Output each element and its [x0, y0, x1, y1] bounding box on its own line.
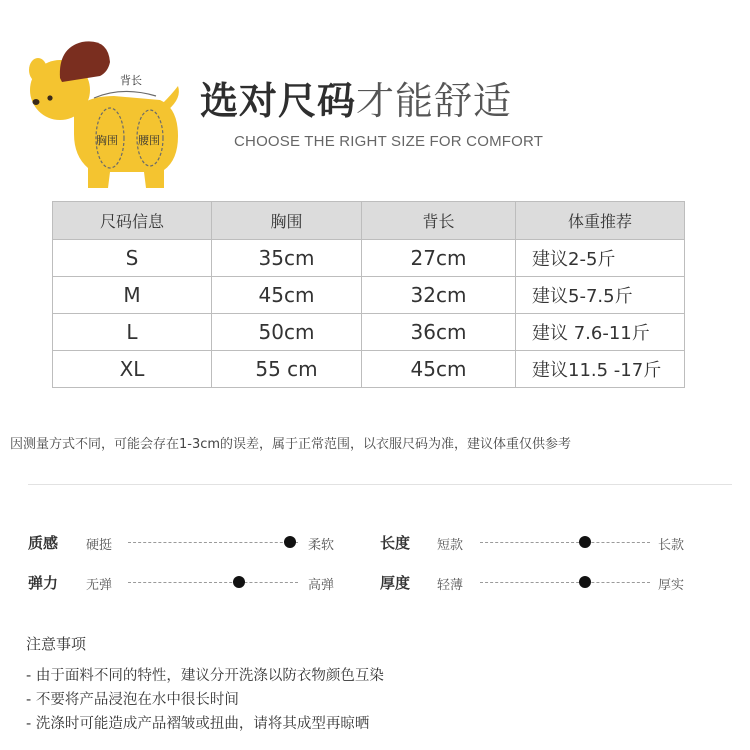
- attribute-track: [480, 542, 650, 543]
- attribute-thickness: [380, 572, 710, 592]
- cell-size: L: [53, 314, 212, 351]
- table-row: [53, 314, 685, 351]
- cell-size: S: [53, 240, 212, 277]
- attribute-level-dot: [579, 536, 591, 548]
- cell-chest: 50cm: [212, 314, 362, 351]
- attribute-track: [128, 582, 298, 583]
- attribute-name: 长度: [380, 534, 411, 552]
- attribute-elasticity: [28, 572, 350, 592]
- page-subtitle: CHOOSE THE RIGHT SIZE FOR COMFORT: [234, 133, 544, 150]
- attribute-low-label: 轻薄: [437, 578, 464, 593]
- back-length-label: 背长: [120, 74, 142, 87]
- attribute-high-label: 柔软: [308, 538, 335, 553]
- dog-icon: [29, 41, 179, 188]
- header-weight: 体重推荐: [516, 202, 685, 240]
- cell-weight: 建议 7.6-11斤: [516, 314, 685, 351]
- attribute-track: [480, 582, 650, 583]
- table-row: [53, 351, 685, 388]
- waist-label: 腰围: [138, 134, 160, 147]
- cell-size: XL: [53, 351, 212, 388]
- cell-back: 36cm: [362, 314, 516, 351]
- care-title: 注意事项: [26, 635, 87, 653]
- header-chest: 胸围: [212, 202, 362, 240]
- divider: [28, 484, 732, 485]
- cell-weight: 建议11.5 -17斤: [516, 351, 685, 388]
- table-row: [53, 240, 685, 277]
- header-size: 尺码信息: [53, 202, 212, 240]
- attribute-low-label: 无弹: [86, 578, 113, 593]
- attribute-name: 弹力: [28, 574, 59, 592]
- cell-weight: 建议2-5斤: [516, 240, 685, 277]
- care-item: - 由于面料不同的特性，建议分开洗涤以防衣物颜色互染: [26, 668, 384, 684]
- chest-label: 胸围: [96, 134, 118, 147]
- attribute-name: 厚度: [380, 574, 411, 592]
- table-header-row: [53, 202, 685, 240]
- attribute-level-dot: [284, 536, 296, 548]
- attribute-high-label: 长款: [658, 538, 685, 553]
- cell-chest: 45cm: [212, 277, 362, 314]
- title-light: 才能舒适: [356, 79, 513, 123]
- table-row: [53, 277, 685, 314]
- title-bold: 选对尺码: [200, 79, 357, 123]
- cell-chest: 55 cm: [212, 351, 362, 388]
- attribute-level-dot: [233, 576, 245, 588]
- attribute-high-label: 厚实: [658, 578, 685, 593]
- measurement-note: 因测量方式不同，可能会存在1-3cm的误差，属于正常范围，以衣服尺码为准，建议体重仅供参考: [10, 437, 572, 452]
- cell-back: 45cm: [362, 351, 516, 388]
- dog-measurement-illustration: [22, 38, 192, 198]
- size-chart-table: [52, 201, 685, 388]
- cell-weight: 建议5-7.5斤: [516, 277, 685, 314]
- attribute-name: 质感: [28, 534, 59, 552]
- care-item: - 不要将产品浸泡在水中很长时间: [26, 692, 239, 708]
- care-item: - 洗涤时可能造成产品褶皱或扭曲，请将其成型再晾晒: [26, 716, 370, 732]
- attribute-low-label: 短款: [437, 538, 464, 553]
- attribute-low-label: 硬挺: [86, 538, 113, 553]
- page-title: [200, 70, 512, 125]
- cell-chest: 35cm: [212, 240, 362, 277]
- attribute-texture: [28, 532, 350, 552]
- attribute-length: [380, 532, 710, 552]
- attribute-level-dot: [579, 576, 591, 588]
- attribute-high-label: 高弹: [308, 578, 335, 593]
- cell-back: 27cm: [362, 240, 516, 277]
- cell-size: M: [53, 277, 212, 314]
- header-back: 背长: [362, 202, 516, 240]
- attribute-track: [128, 542, 298, 543]
- cell-back: 32cm: [362, 277, 516, 314]
